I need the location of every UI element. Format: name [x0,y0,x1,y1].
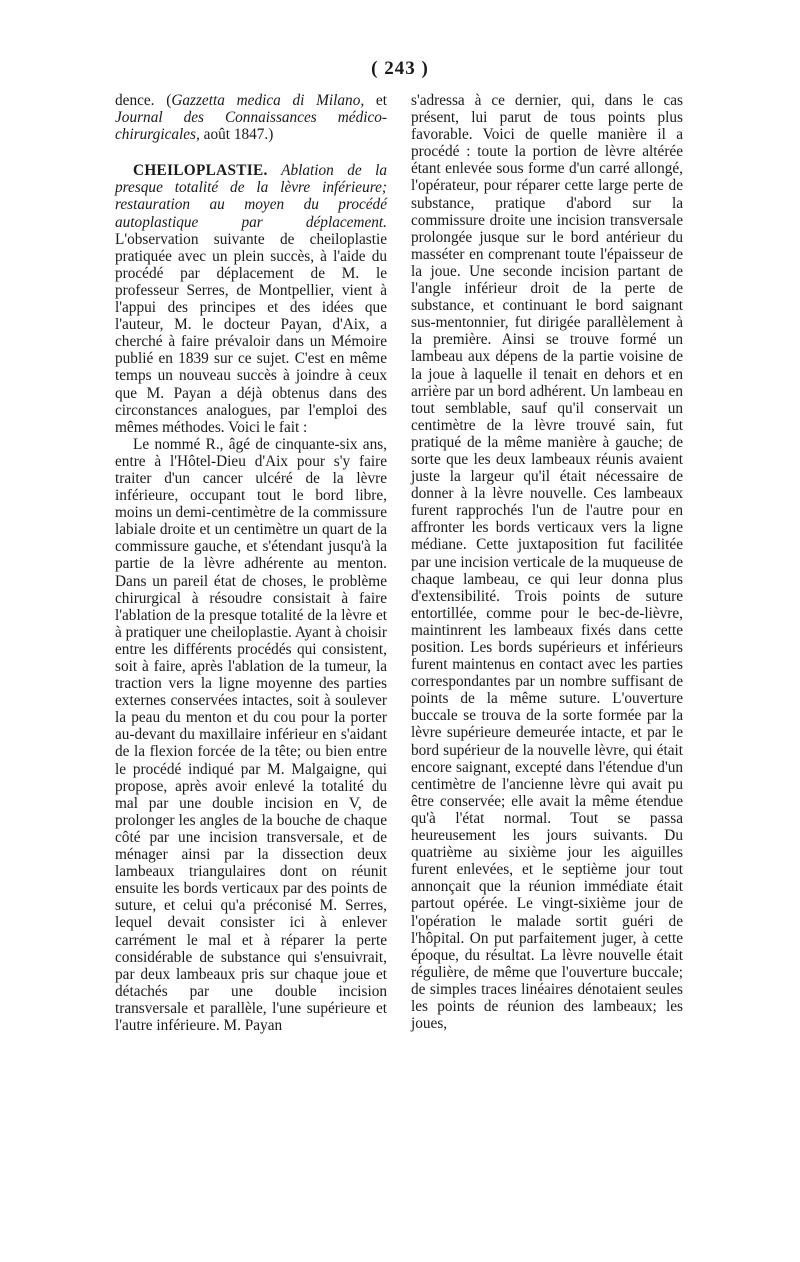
citation-journal-second: Journal des Connaissances médico-chirurgicales [115,109,387,144]
citation-conjunction: et [364,92,387,109]
section-subtitle: Ablation de la presque totalité de la lèvre inférieure; restauration au moyen du procédé autoplastique par déplacement. [115,162,387,231]
citation-prefix: dence. ( [115,92,172,109]
citation-paragraph [115,92,387,143]
right-column [411,92,683,1032]
section-paragraph [115,162,387,436]
section-body: L'observation suivante de cheiloplastie pratiquée avec un plein succès, à l'aide du procédé par déplacement de M. le professeur Serres, de Montpellier, vient à l'appui des principes et des idées que l'auteur, M. le docteur Payan, d'Aix, a cherché à faire prévaloir dans un Mémoire publié en 1839 sur ce sujet. C'est en même temps un nouveau succès à joindre à ceux que M. Payan a déjà obtenus dans des circonstances analogues, par l'emploi des mêmes méthodes. Voici le fait : [115,230,387,436]
citation-journal: Gazzetta medica di Milano, [171,92,365,109]
page-number: ( 243 ) [371,58,429,79]
case-paragraph: Le nommé R., âgé de cinquante-six ans, entre à l'Hôtel-Dieu d'Aix pour s'y faire traiter d'un cancer ulcéré de la lèvre inférieure, occupant tout le bord libre, moins un demi-centimètre de la commissure labiale droite et un centimètre un quart de la commissure gauche, et s'étendant jusqu'à la partie de la lèvre adhérente au menton. Dans un pareil état de choses, le problème chirurgical à résoudre consistait à faire l'ablation de la presque totalité de la lèvre et à pratiquer une cheiloplastie. Ayant à choisir entre les différents procédés qui consistent, soit à faire, après l'ablation de la tumeur, la traction vers la ligne moyenne des parties externes conservées intactes, soit à soulever la peau du menton et du cou pour la porter au-devant du maxillaire inférieur en s'aidant de la flexion forcée de la tête; ou bien entre le procédé indiqué par M. Malgaigne, qui propose, après avoir enlevé la totalité du mal par une double incision en V, de prolonger les angles de la bouche de chaque côté par une incision transversale, et de ménager ainsi par la dissection deux lambeaux triangulaires dont on réunit ensuite les bords verticaux par des points de suture, et celui qu'a préconisé M. Serres, lequel devait consister ici à enlever carrément le mal et à réparer la perte considérable de substance qui s'ensuivrait, par deux lambeaux pris sur chaque joue et détachés par une double incision transversale et parallèle, l'une supérieure et l'autre inférieure. M. Payan [115,435,387,1034]
left-column [115,92,387,1034]
continuation-paragraph: s'adressa à ce dernier, qui, dans le cas présent, lui parut de tous points plus favorable. Voici de quelle manière il a procédé : toute la portion de lèvre altérée étant enlevée sous forme d'un carré allongé, l'opérateur, pour réparer cette large perte de substance, pratique d'abord sur la commissure droite une incision transversale prolongée jusque sur le bord antérieur du masséter en comprenant toute l'épaisseur de la joue. Une seconde incision partant de l'angle inférieur droit de la perte de substance, et continuant le bord saignant sus-mentonnier, fut dirigée parallèlement à la première. Ainsi se trouve formé un lambeau aux dépens de la partie voisine de la joue à laquelle il tenait en dehors et en arrière par un bord adhérent. Un lambeau en tout semblable, sauf qu'il conservait un centimètre de la lèvre trouvé sain, fut pratiqué de la même manière à gauche; de sorte que les deux lambeaux réunis avaient juste la largeur qu'il était nécessaire de donner à la lèvre nouvelle. Ces lambeaux furent rapprochés l'un de l'autre pour en affronter les bords verticaux vers la ligne médiane. Cette juxtaposition fut facilitée par une incision verticale de la muqueuse de chaque lambeau, ce qui leur donna plus d'extensibilité. Trois points de suture entortillée, comme pour le bec-de-lièvre, maintinrent les lambeaux fixés dans cette position. Les bords supérieurs et inférieurs furent maintenus en contact avec les parties correspondantes par un nombre suffisant de points de la même suture. L'ouverture buccale se trouva de la sorte formée par la lèvre supérieure demeurée intacte, et par le bord supérieur de la nouvelle lèvre, qui était encore saignant, excepté dans l'étendue d'un centimètre de l'ancienne lèvre qui avait pu être conservée; elle avait la même étendue qu'à l'état normal. Tout se passa heureusement les jours suivants. Du quatrième au sixième jour les aiguilles furent enlevées, et le septième jour tout annonçait que la réunion immédiate était partout opérée. Le vingt-sixième jour de l'opération le malade sortit guéri de l'hôpital. On put parfaitement juger, à cette époque, du résultat. La lèvre nouvelle était régulière, de même que l'ouverture buccale; de simples traces linéaires dénotaient seules les points de réunion des lambeaux; les joues, [411,92,683,1033]
citation-date: , août 1847.) [196,126,274,144]
section-heading: CHEILOPLASTIE. [133,162,268,180]
